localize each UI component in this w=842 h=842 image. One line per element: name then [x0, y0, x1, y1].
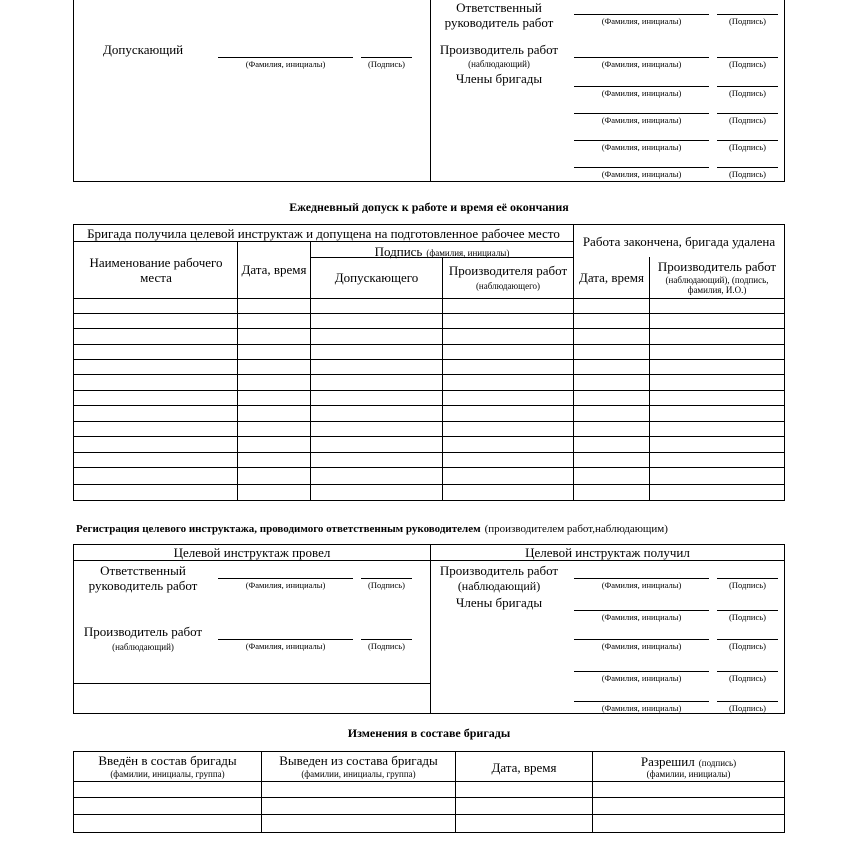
sig-name-caption: (Фамилия, инициалы) [601, 641, 682, 651]
briefing-producer-sublabel: (наблюдающий) [112, 642, 174, 652]
sig-sign-caption: (Подпись) [729, 115, 766, 125]
col-removed: Выведен из состава бригады [279, 753, 438, 768]
responsible-label-1: Ответственный [456, 0, 542, 15]
col-end-producer: Производитель работ [657, 259, 777, 274]
sig-sign-caption: (Подпись) [729, 16, 766, 26]
members-label: Члены бригады [455, 71, 543, 86]
col-permitted-sub: (фамилии, инициалы) [646, 769, 731, 779]
briefing-right-producer-label: Производитель работ [439, 563, 559, 578]
col-end-producer-sub: (наблюдающий), (подпись, фамилия, И.О.) [665, 275, 769, 295]
sig-sign-caption: (Подпись) [729, 673, 766, 683]
col-change-datetime: Дата, время [491, 760, 557, 775]
col-end-datetime: Дата, время [578, 270, 645, 285]
briefing-right-producer-sublabel: (наблюдающий) [457, 579, 541, 593]
briefing-received-header: Целевой инструктаж получил [525, 545, 690, 560]
sig-sign-caption: (Подпись) [368, 580, 405, 590]
col-removed-sub: (фамилии, инициалы, группа) [301, 769, 416, 779]
sig-name-caption: (Фамилия, инициалы) [245, 580, 326, 590]
admitter-sign-caption: (Подпись) [368, 59, 405, 69]
col-producer: Производителя работ [448, 263, 568, 278]
sig-name-caption: (Фамилия, инициалы) [601, 59, 682, 69]
sig-sign-caption: (Подпись) [729, 580, 766, 590]
briefing-resp-label-2: руководитель работ [88, 578, 198, 593]
producer-sublabel: (наблюдающий) [468, 59, 530, 69]
sig-sign-caption: (Подпись) [729, 59, 766, 69]
briefing-members-label: Члены бригады [455, 595, 543, 610]
sig-name-caption: (Фамилия, инициалы) [601, 142, 682, 152]
sig-name-caption: (Фамилия, инициалы) [601, 88, 682, 98]
briefing-producer-label: Производитель работ [83, 624, 203, 639]
col-producer-sub: (наблюдающего) [475, 281, 541, 291]
sig-name-caption: (Фамилия, инициалы) [601, 580, 682, 590]
sig-name-caption: (Фамилия, инициалы) [601, 612, 682, 622]
signature-group-header: Подпись (фамилия, инициалы) [374, 244, 510, 259]
daily-admission-title: Ежедневный допуск к работе и время её окончания [289, 200, 569, 214]
changes-title: Изменения в составе бригады [347, 726, 511, 740]
col-datetime: Дата, время [241, 262, 307, 277]
col-added-sub: (фамилии, инициалы, группа) [110, 769, 225, 779]
sig-name-caption: (Фамилия, инициалы) [601, 16, 682, 26]
work-finished-header: Работа закончена, бригада удалена [582, 234, 776, 249]
briefing-title: Регистрация целевого инструктажа, проводимого ответственным руководителем (производителем работ,наблюдающим) [76, 523, 668, 535]
sig-name-caption: (Фамилия, инициалы) [601, 673, 682, 683]
col-added: Введён в состав бригады [98, 753, 237, 768]
briefing-resp-label-1: Ответственный [100, 563, 186, 578]
sig-sign-caption: (Подпись) [368, 641, 405, 651]
admitter-label: Допускающий [103, 42, 184, 57]
responsible-label-2: руководитель работ [444, 15, 554, 30]
sig-name-caption: (Фамилия, инициалы) [601, 703, 682, 713]
sig-name-caption: (Фамилия, инициалы) [245, 641, 326, 651]
sig-sign-caption: (Подпись) [729, 612, 766, 622]
brigade-admitted-header: Бригада получила целевой инструктаж и допущена на подготовленное рабочее место [87, 226, 560, 241]
sig-name-caption: (Фамилия, инициалы) [601, 115, 682, 125]
col-permitted: Разрешил (подпись) [640, 754, 737, 769]
admitter-name-caption: (Фамилия, инициалы) [245, 59, 326, 69]
sig-sign-caption: (Подпись) [729, 88, 766, 98]
sig-sign-caption: (Подпись) [729, 169, 766, 179]
col-workplace: Наименование рабочего места [89, 255, 223, 285]
producer-label: Производитель работ [439, 42, 559, 57]
sig-sign-caption: (Подпись) [729, 142, 766, 152]
sig-name-caption: (Фамилия, инициалы) [601, 169, 682, 179]
col-admitter: Допускающего [334, 270, 419, 285]
briefing-conducted-header: Целевой инструктаж провел [173, 545, 331, 560]
sig-sign-caption: (Подпись) [729, 703, 766, 713]
sig-sign-caption: (Подпись) [729, 641, 766, 651]
